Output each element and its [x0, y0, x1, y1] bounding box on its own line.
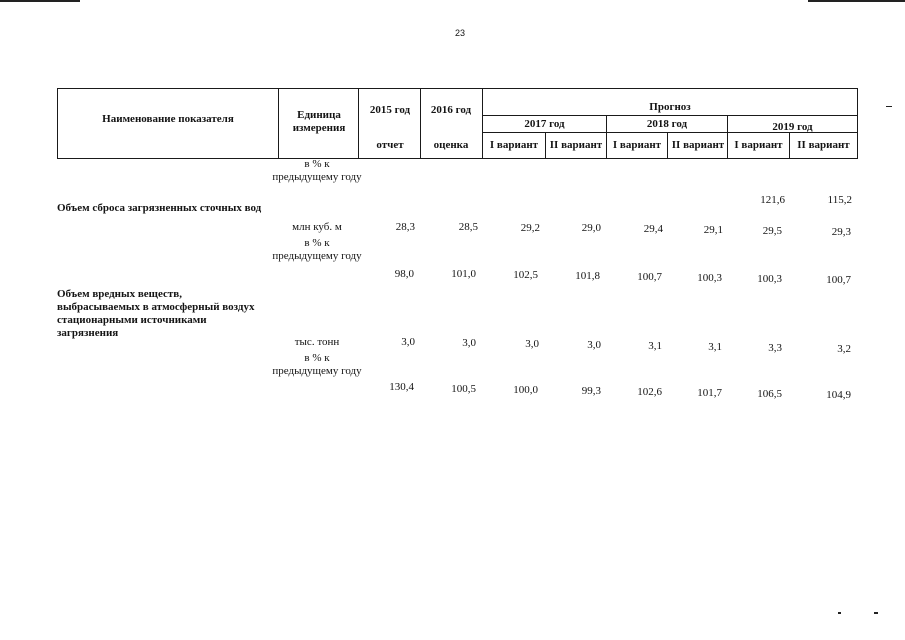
indicator-air-emissions-name: Объем вредных веществ, выбрасываемых в атмосферный воздух стационарными источниками загрязнения — [57, 288, 255, 339]
row-2-2015: 98,0 — [394, 268, 414, 280]
header-2019-variant-1: I вариант — [734, 139, 783, 151]
row-4-2015: 130,4 — [389, 381, 414, 393]
header-vline — [358, 88, 359, 159]
header-year-2016: 2016 год — [430, 104, 472, 116]
header-year-2019: 2019 год — [772, 121, 813, 133]
header-unit-column: Единица измерения — [292, 109, 346, 134]
row-4-2019-v1: 106,5 — [757, 388, 782, 400]
row-4-unit: в % к предыдущему году — [272, 352, 362, 377]
row-4-2018-v2: 101,7 — [697, 387, 722, 399]
header-forecast: Прогноз — [649, 101, 691, 113]
header-2017-variant-1: I вариант — [489, 139, 539, 151]
header-2019-variant-2: II вариант — [797, 139, 850, 151]
scan-mark-top-left — [0, 0, 80, 2]
indicator-wastewater-name: Объем сброса загрязненных сточных вод — [57, 202, 262, 214]
row-2-unit: в % к предыдущему году — [272, 237, 362, 262]
scan-mark-top-right — [808, 0, 905, 2]
row-4-2017-v2: 99,3 — [581, 385, 601, 397]
row-1-2017-v1: 29,2 — [520, 222, 540, 234]
header-vline — [278, 88, 279, 159]
header-2015-report: отчет — [376, 139, 404, 151]
row-1-2018-v2: 29,1 — [703, 224, 723, 236]
row-1-2017-v2: 29,0 — [581, 222, 601, 234]
row-2-2017-v2: 101,8 — [575, 270, 600, 282]
row-3-2019-v1: 3,3 — [768, 342, 782, 354]
header-2017-variant-2: II вариант — [549, 139, 603, 151]
row-4-2018-v1: 102,6 — [637, 386, 662, 398]
header-line-forecast — [482, 115, 857, 116]
row-2-2016: 101,0 — [451, 268, 476, 280]
row-1-2016: 28,5 — [458, 221, 478, 233]
row-3-2018-v1: 3,1 — [648, 340, 662, 352]
header-name-column: Наименование показателя — [102, 113, 234, 125]
scan-speck — [874, 612, 878, 614]
row-3-2017-v1: 3,0 — [525, 338, 539, 350]
row-1-2019-v2: 29,3 — [831, 226, 851, 238]
row-1-2018-v1: 29,4 — [643, 223, 663, 235]
row-3-2016: 3,0 — [462, 337, 476, 349]
row-2-2018-v2: 100,3 — [697, 272, 722, 284]
scan-speck — [838, 612, 841, 614]
header-2018-variant-1: I вариант — [612, 139, 662, 151]
row-1-2019-v1: 29,5 — [762, 225, 782, 237]
row-3-2015: 3,0 — [401, 336, 415, 348]
header-vline — [857, 88, 858, 159]
row-2-2019-v1: 100,3 — [757, 273, 782, 285]
row-3-2019-v2: 3,2 — [837, 343, 851, 355]
row-1-2015: 28,3 — [395, 221, 415, 233]
row-2-2018-v1: 100,7 — [637, 271, 662, 283]
header-year-2018: 2018 год — [646, 118, 688, 130]
page-number: 23 — [454, 28, 465, 38]
row-0-2019-v2: 115,2 — [827, 194, 852, 206]
row-3-2018-v2: 3,1 — [708, 341, 722, 353]
row-3-2017-v2: 3,0 — [587, 339, 601, 351]
row-2-2019-v2: 100,7 — [826, 274, 851, 286]
header-2016-estimate: оценка — [433, 139, 469, 151]
header-bottom-border — [57, 158, 857, 159]
row-0-unit: в % к предыдущему году — [272, 158, 362, 183]
header-vline — [57, 88, 58, 159]
row-3-unit: тыс. тонн — [294, 336, 340, 348]
header-top-border — [57, 88, 857, 89]
row-4-2016: 100,5 — [451, 383, 476, 395]
row-1-unit: млн куб. м — [292, 221, 342, 233]
row-4-2019-v2: 104,9 — [826, 389, 851, 401]
header-year-2015: 2015 год — [369, 104, 411, 116]
scan-speck — [886, 106, 892, 107]
header-year-2017: 2017 год — [524, 118, 565, 130]
row-2-2017-v1: 102,5 — [513, 269, 538, 281]
header-2018-variant-2: II вариант — [671, 139, 725, 151]
row-0-2019-v1: 121,6 — [760, 194, 785, 206]
row-4-2017-v1: 100,0 — [513, 384, 538, 396]
